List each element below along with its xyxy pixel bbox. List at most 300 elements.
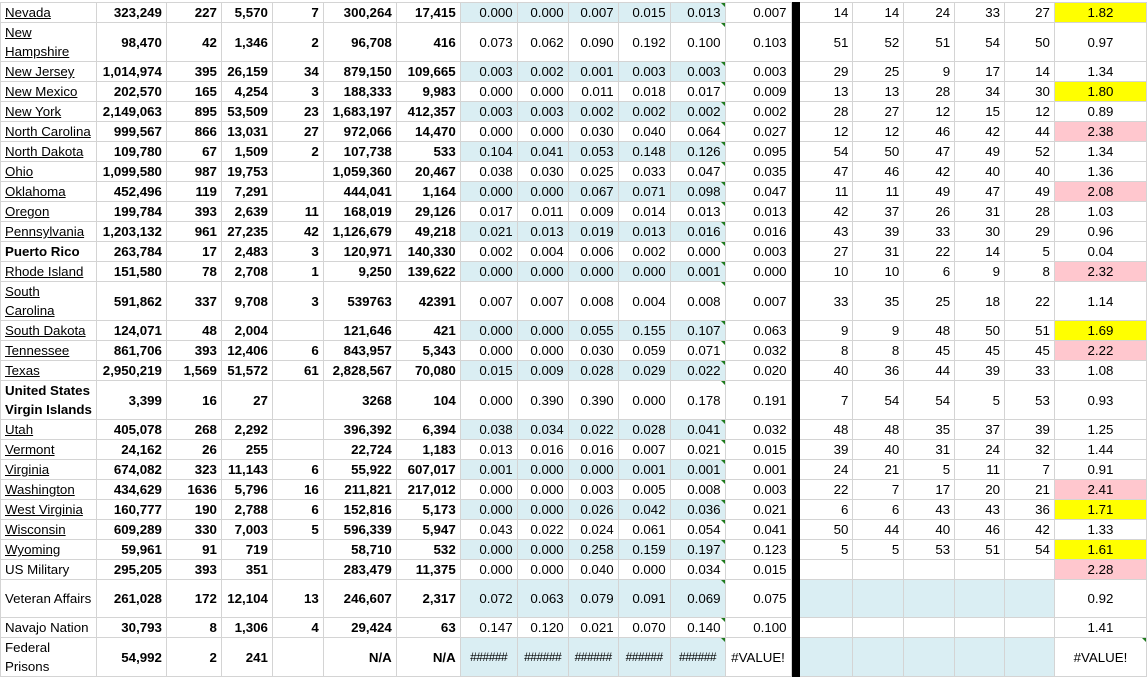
cell-rank[interactable]	[853, 282, 904, 321]
cell-rank[interactable]	[904, 460, 955, 480]
cell-jurisdiction[interactable]	[1, 500, 97, 520]
cell-count[interactable]	[96, 262, 166, 282]
cell-average[interactable]	[725, 142, 791, 162]
cell-jurisdiction[interactable]	[1, 361, 97, 381]
cell-jurisdiction[interactable]	[1, 560, 97, 580]
cell-count[interactable]	[166, 638, 221, 677]
cell-rank[interactable]	[853, 62, 904, 82]
cell-rank[interactable]	[955, 420, 1005, 440]
cell-count[interactable]	[96, 361, 166, 381]
cell-rate[interactable]	[568, 3, 618, 23]
cell-count[interactable]	[272, 638, 323, 677]
cell-rank[interactable]	[955, 381, 1005, 420]
cell-score[interactable]	[1054, 282, 1146, 321]
cell-rate[interactable]	[670, 321, 725, 341]
cell-rate[interactable]	[460, 500, 517, 520]
cell-rank[interactable]	[799, 162, 853, 182]
cell-count[interactable]	[221, 500, 272, 520]
cell-rank[interactable]	[853, 122, 904, 142]
cell-rank[interactable]	[799, 242, 853, 262]
cell-rank[interactable]	[853, 520, 904, 540]
cell-rank[interactable]	[799, 182, 853, 202]
cell-rank[interactable]	[955, 262, 1005, 282]
cell-rank[interactable]	[1005, 282, 1055, 321]
cell-rate[interactable]	[568, 202, 618, 222]
cell-rank[interactable]	[955, 321, 1005, 341]
cell-count[interactable]	[272, 262, 323, 282]
cell-rank[interactable]	[955, 361, 1005, 381]
cell-rank[interactable]	[799, 381, 853, 420]
cell-rate[interactable]	[517, 321, 568, 341]
cell-rate[interactable]	[568, 480, 618, 500]
cell-score[interactable]	[1054, 540, 1146, 560]
cell-rank[interactable]	[1005, 540, 1055, 560]
cell-count[interactable]	[166, 102, 221, 122]
cell-rate[interactable]	[568, 82, 618, 102]
cell-count[interactable]	[396, 3, 460, 23]
cell-count[interactable]	[96, 381, 166, 420]
cell-rank[interactable]	[955, 520, 1005, 540]
cell-count[interactable]	[221, 282, 272, 321]
cell-average[interactable]	[725, 381, 791, 420]
cell-rate[interactable]	[460, 182, 517, 202]
cell-count[interactable]	[166, 321, 221, 341]
cell-count[interactable]	[323, 638, 396, 677]
cell-count[interactable]	[396, 122, 460, 142]
cell-score[interactable]	[1054, 23, 1146, 62]
cell-rank[interactable]	[1005, 102, 1055, 122]
cell-count[interactable]	[166, 282, 221, 321]
cell-rate[interactable]	[568, 638, 618, 677]
cell-rate[interactable]	[670, 520, 725, 540]
cell-score[interactable]	[1054, 560, 1146, 580]
cell-rate[interactable]	[670, 420, 725, 440]
cell-average[interactable]	[725, 460, 791, 480]
cell-count[interactable]	[96, 3, 166, 23]
cell-average[interactable]	[725, 520, 791, 540]
cell-count[interactable]	[272, 341, 323, 361]
cell-rate[interactable]	[460, 381, 517, 420]
cell-rate[interactable]	[460, 618, 517, 638]
cell-count[interactable]	[396, 560, 460, 580]
cell-count[interactable]	[221, 460, 272, 480]
cell-count[interactable]	[272, 3, 323, 23]
cell-rank[interactable]	[799, 282, 853, 321]
cell-rank[interactable]	[1005, 420, 1055, 440]
cell-rank[interactable]	[799, 262, 853, 282]
cell-rate[interactable]	[618, 580, 670, 618]
cell-rate[interactable]	[670, 182, 725, 202]
cell-count[interactable]	[396, 440, 460, 460]
cell-count[interactable]	[396, 282, 460, 321]
cell-rate[interactable]	[670, 361, 725, 381]
cell-rate[interactable]	[460, 560, 517, 580]
cell-count[interactable]	[272, 361, 323, 381]
cell-rank[interactable]	[904, 23, 955, 62]
cell-count[interactable]	[96, 222, 166, 242]
cell-rate[interactable]	[517, 580, 568, 618]
cell-rate[interactable]	[460, 321, 517, 341]
cell-rate[interactable]	[460, 480, 517, 500]
cell-rank[interactable]	[853, 580, 904, 618]
cell-rate[interactable]	[618, 460, 670, 480]
cell-count[interactable]	[272, 460, 323, 480]
cell-score[interactable]	[1054, 480, 1146, 500]
cell-average[interactable]	[725, 420, 791, 440]
cell-count[interactable]	[96, 142, 166, 162]
cell-score[interactable]	[1054, 618, 1146, 638]
cell-rate[interactable]	[618, 638, 670, 677]
cell-count[interactable]	[396, 361, 460, 381]
cell-rate[interactable]	[460, 520, 517, 540]
cell-rank[interactable]	[1005, 62, 1055, 82]
cell-count[interactable]	[96, 440, 166, 460]
cell-rate[interactable]	[517, 460, 568, 480]
cell-count[interactable]	[96, 321, 166, 341]
cell-rank[interactable]	[1005, 460, 1055, 480]
cell-count[interactable]	[272, 381, 323, 420]
cell-count[interactable]	[96, 540, 166, 560]
cell-count[interactable]	[323, 500, 396, 520]
cell-rank[interactable]	[853, 540, 904, 560]
cell-rank[interactable]	[955, 638, 1005, 677]
cell-rate[interactable]	[460, 341, 517, 361]
cell-rank[interactable]	[904, 381, 955, 420]
cell-score[interactable]	[1054, 580, 1146, 618]
cell-rate[interactable]	[460, 460, 517, 480]
cell-count[interactable]	[323, 361, 396, 381]
cell-count[interactable]	[96, 520, 166, 540]
cell-rate[interactable]	[618, 3, 670, 23]
cell-count[interactable]	[323, 242, 396, 262]
cell-count[interactable]	[272, 540, 323, 560]
cell-rate[interactable]	[568, 182, 618, 202]
cell-count[interactable]	[221, 440, 272, 460]
cell-count[interactable]	[166, 361, 221, 381]
cell-rank[interactable]	[904, 222, 955, 242]
cell-rate[interactable]	[460, 242, 517, 262]
cell-score[interactable]	[1054, 162, 1146, 182]
cell-rank[interactable]	[853, 262, 904, 282]
cell-rate[interactable]	[460, 638, 517, 677]
cell-rate[interactable]	[568, 102, 618, 122]
cell-rate[interactable]	[670, 500, 725, 520]
cell-rate[interactable]	[460, 3, 517, 23]
cell-count[interactable]	[221, 162, 272, 182]
cell-count[interactable]	[272, 321, 323, 341]
cell-count[interactable]	[166, 520, 221, 540]
cell-count[interactable]	[396, 321, 460, 341]
cell-count[interactable]	[221, 182, 272, 202]
cell-rate[interactable]	[670, 440, 725, 460]
cell-rank[interactable]	[904, 82, 955, 102]
cell-count[interactable]	[96, 638, 166, 677]
cell-rank[interactable]	[955, 242, 1005, 262]
cell-rank[interactable]	[904, 341, 955, 361]
cell-average[interactable]	[725, 540, 791, 560]
cell-count[interactable]	[272, 520, 323, 540]
cell-rank[interactable]	[1005, 480, 1055, 500]
cell-score[interactable]	[1054, 262, 1146, 282]
cell-count[interactable]	[96, 341, 166, 361]
cell-jurisdiction[interactable]	[1, 222, 97, 242]
cell-rank[interactable]	[955, 341, 1005, 361]
cell-rank[interactable]	[1005, 381, 1055, 420]
cell-rate[interactable]	[670, 23, 725, 62]
cell-rank[interactable]	[904, 282, 955, 321]
cell-average[interactable]	[725, 500, 791, 520]
cell-rate[interactable]	[568, 520, 618, 540]
cell-jurisdiction[interactable]	[1, 162, 97, 182]
cell-rate[interactable]	[618, 420, 670, 440]
cell-rate[interactable]	[568, 580, 618, 618]
cell-count[interactable]	[166, 162, 221, 182]
cell-rank[interactable]	[799, 321, 853, 341]
cell-jurisdiction[interactable]	[1, 3, 97, 23]
cell-count[interactable]	[96, 580, 166, 618]
cell-count[interactable]	[166, 618, 221, 638]
cell-rank[interactable]	[904, 540, 955, 560]
cell-rate[interactable]	[618, 262, 670, 282]
cell-rank[interactable]	[904, 102, 955, 122]
cell-count[interactable]	[96, 480, 166, 500]
cell-count[interactable]	[221, 618, 272, 638]
cell-rate[interactable]	[460, 262, 517, 282]
cell-rank[interactable]	[904, 440, 955, 460]
cell-count[interactable]	[323, 480, 396, 500]
cell-count[interactable]	[166, 381, 221, 420]
cell-rate[interactable]	[670, 638, 725, 677]
cell-rate[interactable]	[568, 62, 618, 82]
cell-count[interactable]	[166, 440, 221, 460]
cell-jurisdiction[interactable]	[1, 520, 97, 540]
cell-rank[interactable]	[904, 262, 955, 282]
cell-rank[interactable]	[904, 202, 955, 222]
cell-count[interactable]	[166, 242, 221, 262]
cell-rank[interactable]	[904, 420, 955, 440]
cell-rate[interactable]	[568, 242, 618, 262]
cell-jurisdiction[interactable]	[1, 242, 97, 262]
cell-rank[interactable]	[799, 560, 853, 580]
cell-rate[interactable]	[670, 282, 725, 321]
cell-count[interactable]	[272, 282, 323, 321]
cell-count[interactable]	[323, 23, 396, 62]
cell-rate[interactable]	[618, 480, 670, 500]
cell-count[interactable]	[396, 520, 460, 540]
cell-score[interactable]	[1054, 500, 1146, 520]
cell-rank[interactable]	[955, 540, 1005, 560]
cell-rate[interactable]	[517, 618, 568, 638]
cell-rate[interactable]	[460, 162, 517, 182]
cell-rank[interactable]	[1005, 520, 1055, 540]
cell-average[interactable]	[725, 182, 791, 202]
cell-rank[interactable]	[955, 580, 1005, 618]
cell-jurisdiction[interactable]	[1, 638, 97, 677]
cell-count[interactable]	[221, 142, 272, 162]
cell-jurisdiction[interactable]	[1, 122, 97, 142]
cell-rate[interactable]	[460, 122, 517, 142]
cell-rate[interactable]	[618, 540, 670, 560]
cell-rate[interactable]	[618, 102, 670, 122]
cell-count[interactable]	[96, 162, 166, 182]
cell-rate[interactable]	[568, 361, 618, 381]
cell-rank[interactable]	[955, 618, 1005, 638]
cell-rank[interactable]	[1005, 440, 1055, 460]
cell-rank[interactable]	[955, 182, 1005, 202]
cell-rank[interactable]	[799, 618, 853, 638]
cell-average[interactable]	[725, 638, 791, 677]
cell-count[interactable]	[96, 122, 166, 142]
cell-rate[interactable]	[618, 341, 670, 361]
cell-rate[interactable]	[568, 321, 618, 341]
cell-rate[interactable]	[517, 440, 568, 460]
cell-jurisdiction[interactable]	[1, 82, 97, 102]
cell-count[interactable]	[323, 540, 396, 560]
cell-rank[interactable]	[904, 321, 955, 341]
cell-rate[interactable]	[460, 202, 517, 222]
cell-rate[interactable]	[568, 162, 618, 182]
cell-rate[interactable]	[517, 262, 568, 282]
cell-rate[interactable]	[568, 460, 618, 480]
cell-rank[interactable]	[799, 361, 853, 381]
cell-rank[interactable]	[853, 222, 904, 242]
cell-rate[interactable]	[618, 321, 670, 341]
cell-rate[interactable]	[670, 202, 725, 222]
cell-count[interactable]	[166, 420, 221, 440]
cell-count[interactable]	[272, 23, 323, 62]
cell-count[interactable]	[221, 62, 272, 82]
cell-count[interactable]	[323, 341, 396, 361]
cell-rate[interactable]	[618, 361, 670, 381]
cell-rank[interactable]	[955, 23, 1005, 62]
cell-count[interactable]	[96, 618, 166, 638]
cell-rank[interactable]	[1005, 182, 1055, 202]
cell-count[interactable]	[166, 182, 221, 202]
cell-count[interactable]	[396, 23, 460, 62]
cell-jurisdiction[interactable]	[1, 460, 97, 480]
cell-count[interactable]	[166, 341, 221, 361]
cell-average[interactable]	[725, 560, 791, 580]
cell-rate[interactable]	[670, 162, 725, 182]
cell-rank[interactable]	[1005, 262, 1055, 282]
cell-count[interactable]	[166, 222, 221, 242]
cell-count[interactable]	[323, 381, 396, 420]
cell-rate[interactable]	[568, 23, 618, 62]
cell-score[interactable]	[1054, 102, 1146, 122]
cell-average[interactable]	[725, 102, 791, 122]
cell-average[interactable]	[725, 341, 791, 361]
cell-rank[interactable]	[904, 62, 955, 82]
cell-rate[interactable]	[517, 638, 568, 677]
cell-rank[interactable]	[799, 520, 853, 540]
cell-count[interactable]	[396, 82, 460, 102]
cell-average[interactable]	[725, 440, 791, 460]
cell-count[interactable]	[221, 381, 272, 420]
cell-count[interactable]	[221, 202, 272, 222]
cell-jurisdiction[interactable]	[1, 202, 97, 222]
cell-score[interactable]	[1054, 3, 1146, 23]
cell-count[interactable]	[221, 420, 272, 440]
cell-jurisdiction[interactable]	[1, 341, 97, 361]
cell-average[interactable]	[725, 122, 791, 142]
cell-score[interactable]	[1054, 62, 1146, 82]
cell-count[interactable]	[323, 460, 396, 480]
cell-rank[interactable]	[904, 560, 955, 580]
cell-count[interactable]	[396, 242, 460, 262]
cell-rank[interactable]	[1005, 222, 1055, 242]
cell-count[interactable]	[323, 520, 396, 540]
cell-jurisdiction[interactable]	[1, 381, 97, 420]
cell-count[interactable]	[396, 460, 460, 480]
cell-score[interactable]	[1054, 440, 1146, 460]
cell-count[interactable]	[323, 560, 396, 580]
cell-rank[interactable]	[955, 560, 1005, 580]
cell-rate[interactable]	[568, 122, 618, 142]
cell-count[interactable]	[166, 580, 221, 618]
cell-rank[interactable]	[904, 142, 955, 162]
cell-rate[interactable]	[670, 242, 725, 262]
cell-count[interactable]	[221, 242, 272, 262]
cell-count[interactable]	[221, 638, 272, 677]
cell-rank[interactable]	[853, 638, 904, 677]
cell-rate[interactable]	[670, 381, 725, 420]
cell-score[interactable]	[1054, 520, 1146, 540]
cell-count[interactable]	[323, 420, 396, 440]
cell-score[interactable]	[1054, 182, 1146, 202]
cell-count[interactable]	[221, 540, 272, 560]
cell-rate[interactable]	[517, 82, 568, 102]
cell-rate[interactable]	[670, 580, 725, 618]
cell-rank[interactable]	[904, 122, 955, 142]
cell-count[interactable]	[96, 560, 166, 580]
cell-rank[interactable]	[853, 500, 904, 520]
cell-rank[interactable]	[853, 420, 904, 440]
cell-rank[interactable]	[853, 321, 904, 341]
cell-average[interactable]	[725, 618, 791, 638]
cell-jurisdiction[interactable]	[1, 262, 97, 282]
cell-rate[interactable]	[670, 560, 725, 580]
cell-rank[interactable]	[799, 142, 853, 162]
cell-average[interactable]	[725, 282, 791, 321]
cell-rank[interactable]	[1005, 560, 1055, 580]
cell-count[interactable]	[221, 222, 272, 242]
cell-rate[interactable]	[670, 262, 725, 282]
cell-count[interactable]	[166, 3, 221, 23]
cell-count[interactable]	[396, 62, 460, 82]
cell-rank[interactable]	[853, 3, 904, 23]
cell-rate[interactable]	[670, 3, 725, 23]
cell-rank[interactable]	[799, 500, 853, 520]
cell-jurisdiction[interactable]	[1, 282, 97, 321]
cell-rate[interactable]	[568, 142, 618, 162]
cell-rank[interactable]	[853, 242, 904, 262]
cell-rank[interactable]	[1005, 500, 1055, 520]
cell-rank[interactable]	[904, 500, 955, 520]
cell-rank[interactable]	[799, 23, 853, 62]
cell-count[interactable]	[323, 3, 396, 23]
cell-score[interactable]	[1054, 361, 1146, 381]
cell-average[interactable]	[725, 62, 791, 82]
cell-rate[interactable]	[670, 62, 725, 82]
cell-rate[interactable]	[618, 440, 670, 460]
cell-rank[interactable]	[955, 202, 1005, 222]
cell-rank[interactable]	[1005, 341, 1055, 361]
cell-rate[interactable]	[670, 82, 725, 102]
cell-rate[interactable]	[670, 222, 725, 242]
cell-count[interactable]	[396, 162, 460, 182]
cell-count[interactable]	[323, 82, 396, 102]
cell-rate[interactable]	[517, 142, 568, 162]
